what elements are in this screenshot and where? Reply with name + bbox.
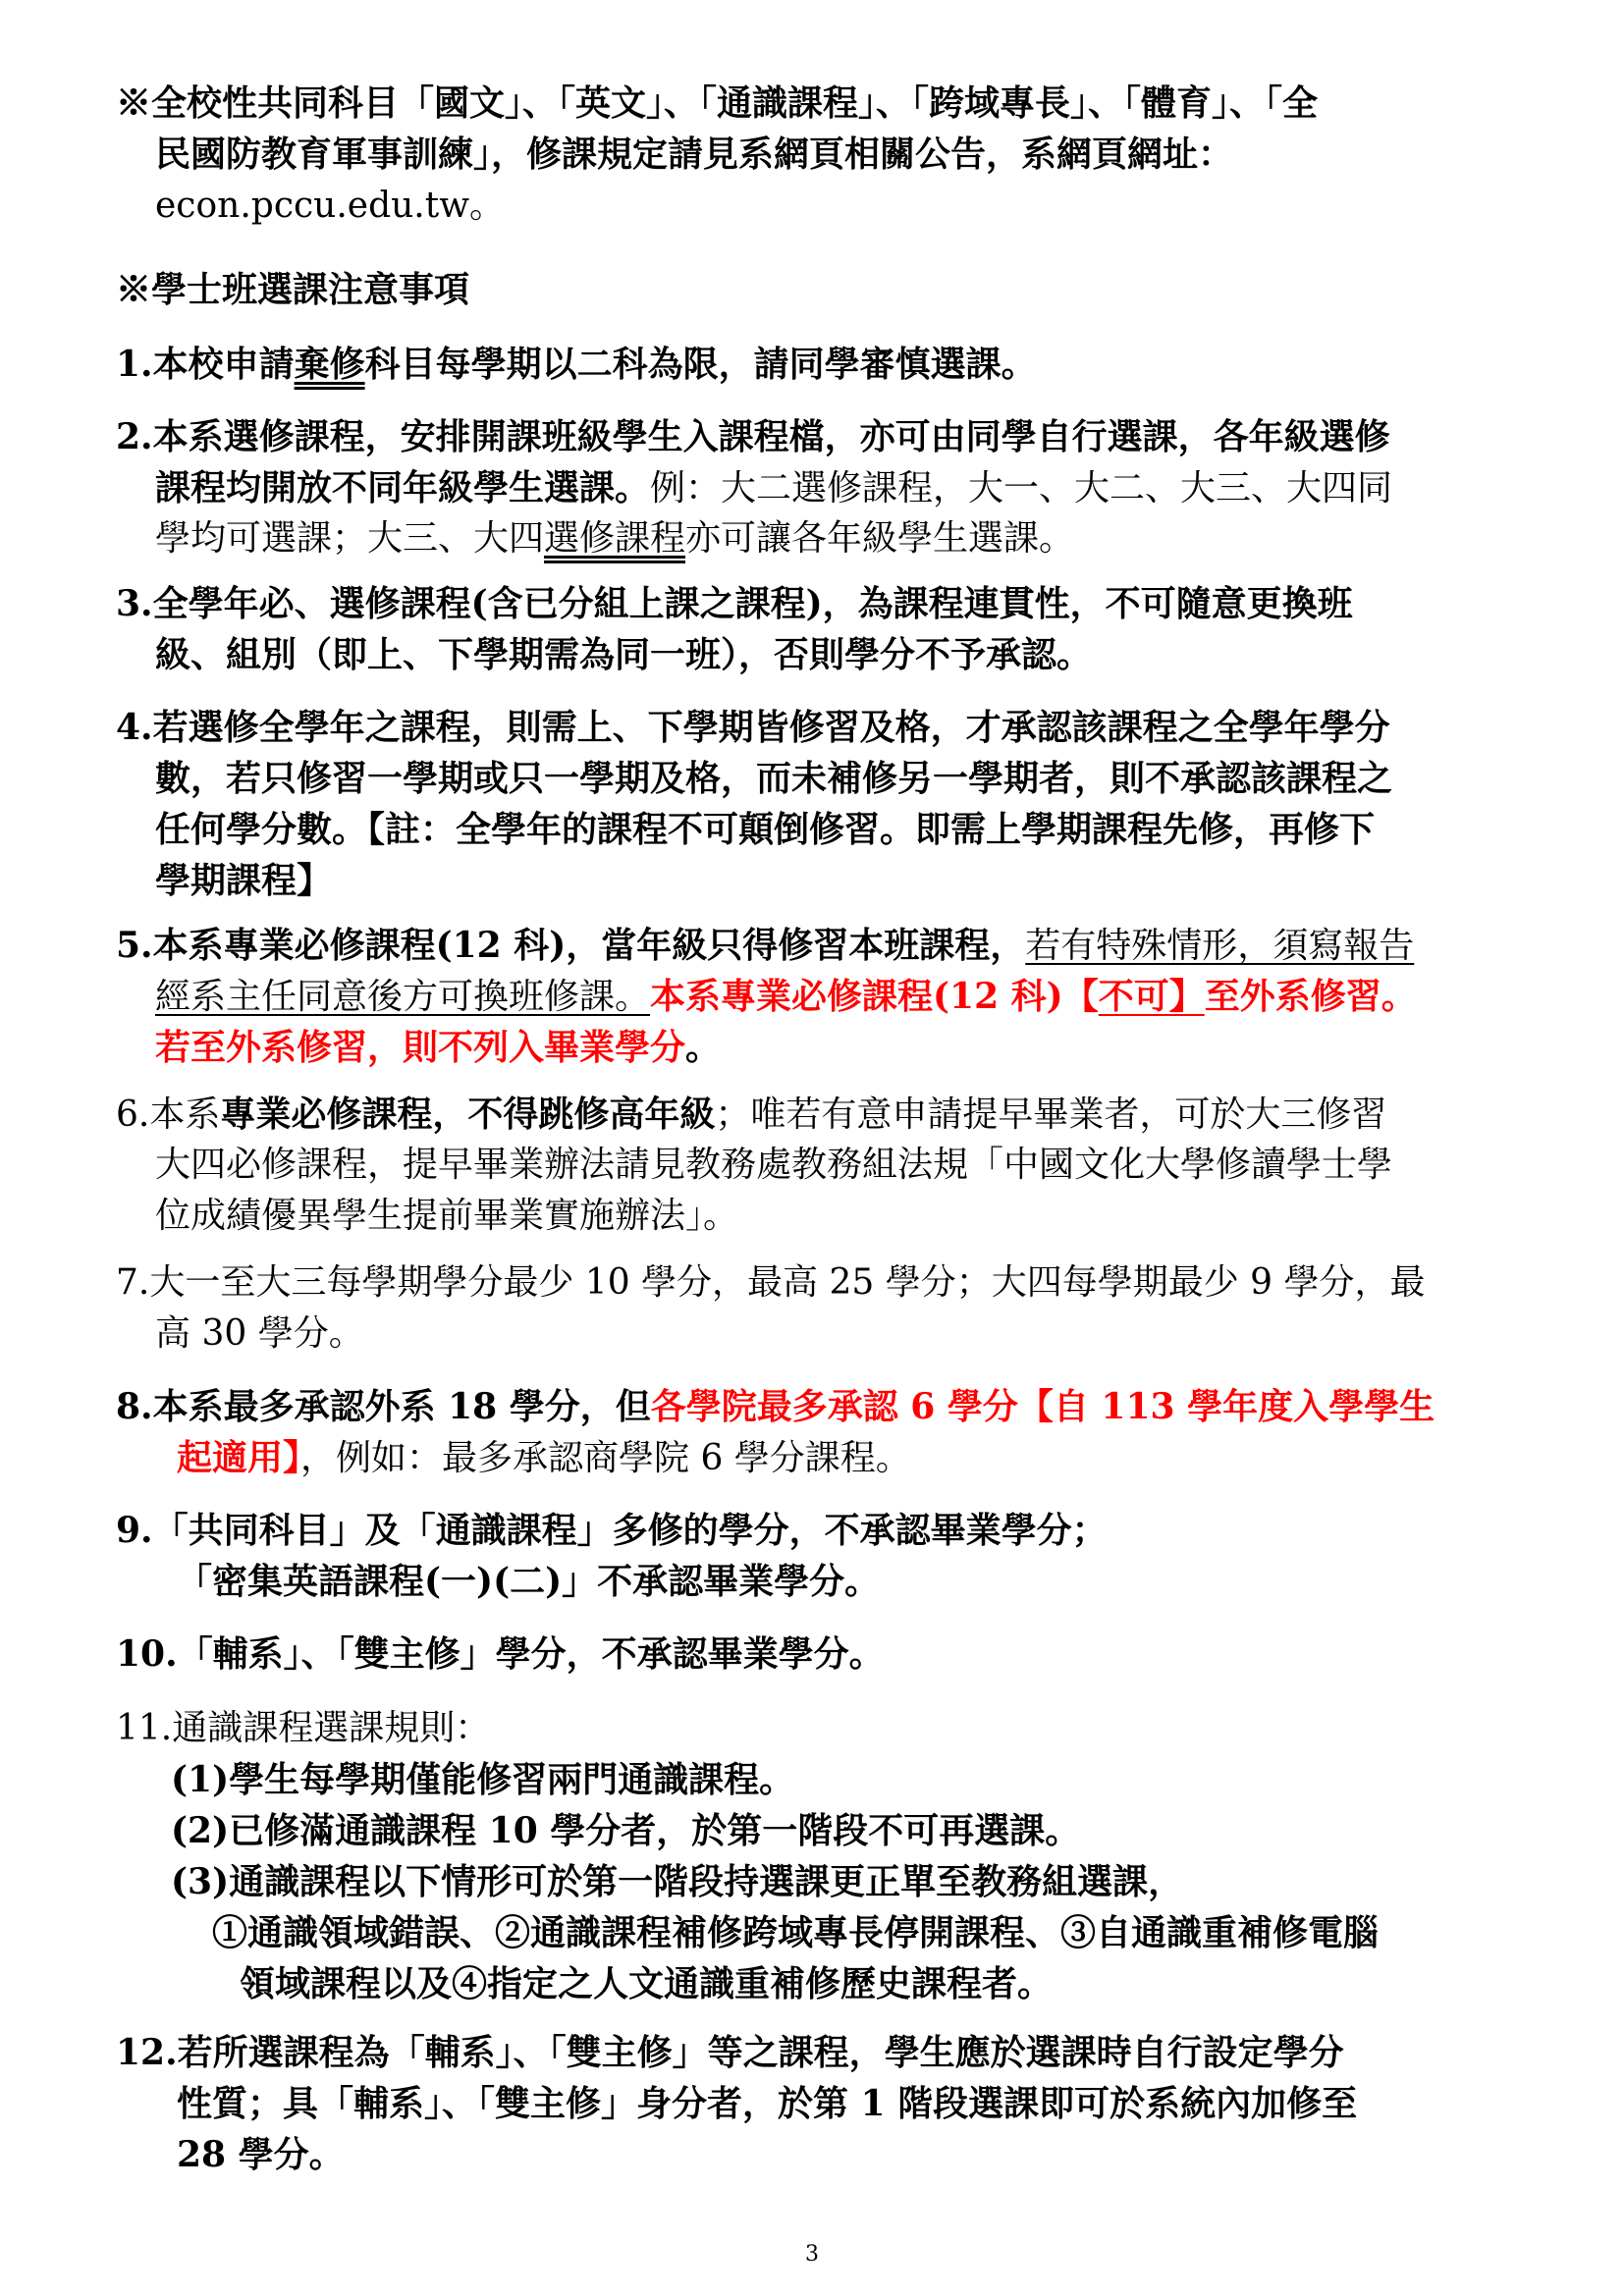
- item-1-line-1: [116, 340, 1037, 389]
- item-10-line-1: 10.「輔系」、「雙主修」學分，不承認畢業學分。: [116, 1633, 885, 1675]
- item-1-text-c: 科目每學期以二科為限，請同學審慎選課。: [364, 344, 1037, 385]
- item-5-not-allowed: 不可】: [1098, 976, 1205, 1017]
- item-5-line-1-underlined: 若有特殊情形，須寫報告: [1025, 926, 1415, 966]
- item-11-heading: 11.通識課程選課規則：: [116, 1708, 491, 1748]
- item-5-line-3-end: 。: [685, 1027, 722, 1068]
- item-12-line-1: 12.若所選課程為「輔系」、「雙主修」等之課程，學生應於選課時自行設定學分: [116, 2032, 1344, 2073]
- item-6-line-1-bold: 專業必修課程，不得跳修高年級: [220, 1094, 716, 1135]
- item-3-line-2: 級、組別（即上、下學期需為同一班），否則學分不予承認。: [155, 634, 1093, 675]
- department-url: econ.pccu.edu.tw。: [155, 186, 506, 226]
- item-6-line-2: 大四必修課程，提早畢業辦法請見教務處教務組法規「中國文化大學修讀學士學: [155, 1145, 1393, 1185]
- item-8-line-1: [116, 1382, 1435, 1431]
- item-9-line-1: 9.「共同科目」及「通識課程」多修的學分，不承認畢業學分；: [116, 1510, 1108, 1551]
- item-1-text-a: 1.本校申請: [116, 344, 295, 385]
- item-12-line-3: 28 學分。: [177, 2134, 345, 2175]
- item-5-line-2-red-end: 至外系修習。: [1204, 976, 1417, 1017]
- item-2-line-2-bold: 課程均開放不同年級學生選課。: [155, 467, 651, 508]
- item-6-line-1: [116, 1090, 1386, 1140]
- item-2-line-3: [155, 514, 1074, 563]
- item-1-withdraw-term: 棄修: [294, 344, 365, 385]
- item-8-line-2-red: 起適用】: [177, 1437, 301, 1478]
- item-2-elective-term: 選修課程: [544, 518, 686, 559]
- item-11-sub-5: 領域課程以及④指定之人文通識重補修歷史課程者。: [240, 1963, 1054, 2004]
- item-2-line-2: [155, 463, 1392, 513]
- item-5-line-2-red: 本系專業必修課程(12 科)【: [650, 976, 1099, 1017]
- item-9-line-2: 「密集英語課程(一)(二)」不承認畢業學分。: [177, 1561, 881, 1602]
- section-title: ※學士班選課注意事項: [116, 269, 470, 310]
- item-4-line-4: 學期課程】: [155, 860, 333, 901]
- item-11-sub-4: ①通識領域錯誤、②通識課程補修跨域專長停開課程、③自通識重補修電腦: [212, 1912, 1380, 1953]
- item-8-line-1-a: 8.本系最多承認外系 18 學分，但: [116, 1386, 651, 1427]
- item-5-line-3: [155, 1023, 721, 1072]
- item-4-line-1: 4.若選修全學年之課程，則需上、下學期皆修習及格，才承認該課程之全學年學分: [116, 707, 1390, 748]
- notice-line-1: ※全校性共同科目「國文」、「英文」、「通識課程」、「跨域專長」、「體育」、「全: [116, 82, 1319, 124]
- item-3-line-1: 3.全學年必、選修課程(含已分組上課之課程)，為課程連貫性，不可隨意更換班: [116, 583, 1353, 624]
- item-11-sub-1: (1)學生每學期僅能修習兩門通識課程。: [171, 1759, 795, 1800]
- item-8-line-1-red: 各學院最多承認 6 學分【自 113 學年度入學學生: [650, 1386, 1435, 1427]
- item-2-line-1: 2.本系選修課程，安排開課班級學生入課程檔，亦可由同學自行選課，各年級選修: [116, 416, 1390, 457]
- item-12-line-2: 性質；具「輔系」、「雙主修」身分者，於第 1 階段選課即可於系統內加修至: [177, 2083, 1358, 2124]
- item-5-line-3-red: 若至外系修習，則不列入畢業學分: [155, 1027, 686, 1068]
- item-2-line-3-a: 學均可選課；大三、大四: [155, 518, 545, 559]
- item-6-line-1-c: ；唯若有意申請提早畢業者，可於大三修習: [715, 1095, 1387, 1135]
- item-5-line-2: [155, 972, 1417, 1022]
- item-2-line-2-plain: 例：大二選修課程，大一、大二、大三、大四同: [650, 468, 1393, 508]
- item-11-sub-2: (2)已修滿通識課程 10 學分者，於第一階段不可再選課。: [171, 1810, 1081, 1851]
- item-7-line-2: 高 30 學分。: [155, 1313, 364, 1354]
- item-2-line-3-c: 亦可讓各年級學生選課。: [685, 518, 1075, 559]
- item-4-line-3: 任何學分數。【註：全學年的課程不可顛倒修習。即需上學期課程先修，再修下: [155, 809, 1376, 850]
- item-5-line-1-bold: 5.本系專業必修課程(12 科)，當年級只得修習本班課程，: [116, 925, 1026, 966]
- item-8-line-2: [177, 1433, 911, 1483]
- page-number: 3: [805, 2242, 819, 2267]
- item-11-sub-3: (3)通識課程以下情形可於第一階段持選課更正單至教務組選課，: [171, 1861, 1184, 1902]
- notice-line-2: 民國防教育軍事訓練」，修課規定請見系網頁相關公告，系網頁網址：: [155, 133, 1234, 175]
- item-8-line-2-plain: ，例如：最多承認商學院 6 學分課程。: [300, 1438, 911, 1478]
- item-5-line-1: [116, 921, 1414, 971]
- item-6-line-1-a: 6.本系: [116, 1095, 221, 1135]
- item-4-line-2: 數，若只修習一學期或只一學期及格，而未補修另一學期者，則不承認該課程之: [155, 758, 1393, 799]
- item-7-line-1: 7.大一至大三每學期學分最少 10 學分，最高 25 學分；大四每學期最少 9 學分，最: [116, 1262, 1426, 1303]
- item-6-line-3: 位成績優異學生提前畢業實施辦法」。: [155, 1196, 739, 1236]
- item-5-line-2-underlined: 經系主任同意後方可換班修課。: [155, 977, 651, 1017]
